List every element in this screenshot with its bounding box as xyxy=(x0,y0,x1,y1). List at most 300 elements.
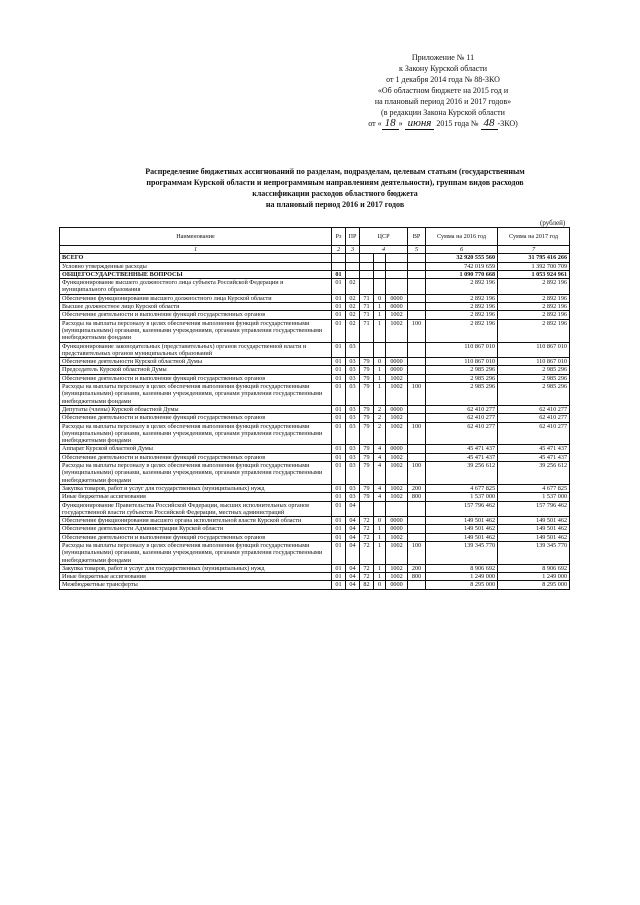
cell-sum-2016: 149 501 462 xyxy=(426,533,498,541)
cell-sum-2016: 2 985 296 xyxy=(426,383,498,406)
cell-vr xyxy=(408,533,426,541)
header-csr: ЦСР xyxy=(360,228,408,246)
cell-vr xyxy=(408,414,426,422)
cell-csr-direction: 0000 xyxy=(386,517,408,525)
cell-rz: 01 xyxy=(332,270,346,278)
table-row xyxy=(60,383,570,406)
cell-csr-direction: 1002 xyxy=(386,484,408,492)
cell-pr: 03 xyxy=(346,422,360,445)
appendix-header xyxy=(338,52,548,129)
cell-csr-program xyxy=(360,279,374,295)
cell-pr: 03 xyxy=(346,383,360,406)
cell-sum-2017: 62 410 277 xyxy=(498,405,570,413)
cell-name: ОБЩЕГОСУДАРСТВЕННЫЕ ВОПРОСЫ xyxy=(60,270,332,278)
cell-csr-direction: 1002 xyxy=(386,462,408,485)
cell-vr xyxy=(408,303,426,311)
cell-sum-2016: 8 906 692 xyxy=(426,564,498,572)
cell-csr-program: 79 xyxy=(360,358,374,366)
document-title xyxy=(100,166,570,210)
cell-sum-2017: 149 501 462 xyxy=(498,517,570,525)
cell-csr-direction: 1002 xyxy=(386,414,408,422)
cell-csr-subprogram: 4 xyxy=(374,462,386,485)
cell-csr-program: 72 xyxy=(360,564,374,572)
cell-csr-program: 71 xyxy=(360,303,374,311)
cell-csr-program xyxy=(360,254,374,262)
appendix-line: Приложение № 11 xyxy=(411,53,475,62)
table-row xyxy=(60,541,570,564)
cell-csr-subprogram: 1 xyxy=(374,541,386,564)
cell-rz: 01 xyxy=(332,462,346,485)
table-row xyxy=(60,294,570,302)
cell-name: Обеспечение деятельности и выполнение функций государственных органов xyxy=(60,533,332,541)
cell-csr-subprogram xyxy=(374,254,386,262)
cell-csr-subprogram: 1 xyxy=(374,525,386,533)
cell-sum-2017: 1 053 924 961 xyxy=(498,270,570,278)
cell-csr-direction xyxy=(386,262,408,270)
cell-csr-subprogram: 1 xyxy=(374,319,386,342)
cell-pr: 04 xyxy=(346,573,360,581)
cell-vr xyxy=(408,445,426,453)
cell-pr xyxy=(346,262,360,270)
cell-vr xyxy=(408,525,426,533)
cell-name: Закупка товаров, работ и услуг для государственных (муниципальных) нужд xyxy=(60,484,332,492)
cell-name: Расходы на выплаты персоналу в целях обеспечения выполнения функций государственными (муниципальными) органами, казенными учреждениями, органами управления государственными внебюджетными фондами xyxy=(60,541,332,564)
cell-sum-2017: 1 537 000 xyxy=(498,493,570,501)
cell-name: Иные бюджетные ассигнования xyxy=(60,493,332,501)
cell-csr-subprogram: 4 xyxy=(374,484,386,492)
cell-pr: 02 xyxy=(346,303,360,311)
cell-pr: 03 xyxy=(346,366,360,374)
header-pr: ПР xyxy=(346,228,360,246)
title-line: классификации расходов областного бюджета xyxy=(252,189,418,198)
cell-csr-program: 71 xyxy=(360,294,374,302)
cell-name: Обеспечение деятельности и выполнение функций государственных органов xyxy=(60,374,332,382)
cell-pr: 04 xyxy=(346,581,360,589)
cell-sum-2016: 2 892 196 xyxy=(426,303,498,311)
cell-csr-direction xyxy=(386,270,408,278)
cell-rz: 01 xyxy=(332,573,346,581)
appendix-line: «Об областном бюджете на 2015 год и xyxy=(377,86,509,95)
cell-csr-direction: 1002 xyxy=(386,422,408,445)
handwritten-day: 18 xyxy=(382,117,399,130)
column-number: 1 xyxy=(60,246,332,254)
cell-sum-2016: 110 867 010 xyxy=(426,358,498,366)
cell-csr-program: 72 xyxy=(360,533,374,541)
cell-rz: 01 xyxy=(332,414,346,422)
appendix-line: на плановый период 2016 и 2017 годов» xyxy=(374,97,512,106)
budget-table xyxy=(59,227,570,590)
cell-csr-subprogram: 1 xyxy=(374,533,386,541)
cell-rz: 01 xyxy=(332,501,346,517)
cell-vr: 100 xyxy=(408,383,426,406)
cell-vr xyxy=(408,279,426,295)
cell-name: Иные бюджетные ассигнования xyxy=(60,573,332,581)
cell-csr-program: 79 xyxy=(360,453,374,461)
cell-csr-subprogram: 1 xyxy=(374,573,386,581)
cell-sum-2017: 110 867 010 xyxy=(498,342,570,358)
table-row xyxy=(60,525,570,533)
title-line: Распределение бюджетных ассигнований по разделам, подразделам, целевым статьям (государственным xyxy=(145,167,525,176)
cell-pr: 03 xyxy=(346,453,360,461)
cell-name: Функционирование Правительства Российской Федерации, высших исполнительных органов государственной власти субъектов Российской Федерации, местных администраций xyxy=(60,501,332,517)
cell-sum-2016: 149 501 462 xyxy=(426,517,498,525)
cell-name: Депутаты (члены) Курской областной Думы xyxy=(60,405,332,413)
cell-sum-2016: 1 537 000 xyxy=(426,493,498,501)
cell-sum-2016: 2 985 296 xyxy=(426,374,498,382)
cell-csr-program: 71 xyxy=(360,311,374,319)
cell-csr-program: 79 xyxy=(360,405,374,413)
cell-name: Аппарат Курской областной Думы xyxy=(60,445,332,453)
cell-sum-2016: 2 892 196 xyxy=(426,294,498,302)
cell-name: Функционирование высшего должностного лица субъекта Российской Федерации и муниципального образования xyxy=(60,279,332,295)
cell-csr-program xyxy=(360,262,374,270)
header-sum-2016: Сумма на 2016 год xyxy=(426,228,498,246)
table-row xyxy=(60,254,570,262)
cell-vr: 100 xyxy=(408,462,426,485)
cell-rz: 01 xyxy=(332,517,346,525)
cell-csr-direction: 0000 xyxy=(386,525,408,533)
cell-sum-2016: 8 295 000 xyxy=(426,581,498,589)
cell-name: ВСЕГО xyxy=(60,254,332,262)
table-row xyxy=(60,493,570,501)
cell-rz: 01 xyxy=(332,564,346,572)
column-number-row xyxy=(60,246,570,254)
cell-pr: 03 xyxy=(346,374,360,382)
cell-rz: 01 xyxy=(332,581,346,589)
cell-csr-program: 79 xyxy=(360,493,374,501)
cell-sum-2016: 45 471 437 xyxy=(426,453,498,461)
table-row xyxy=(60,279,570,295)
appendix-line: к Закону Курской области xyxy=(399,64,487,73)
table-row xyxy=(60,342,570,358)
cell-rz: 01 xyxy=(332,366,346,374)
cell-csr-subprogram: 2 xyxy=(374,414,386,422)
cell-pr: 04 xyxy=(346,525,360,533)
cell-csr-subprogram: 0 xyxy=(374,358,386,366)
cell-csr-subprogram: 2 xyxy=(374,405,386,413)
cell-sum-2017: 149 501 462 xyxy=(498,533,570,541)
cell-sum-2017: 2 985 296 xyxy=(498,366,570,374)
cell-pr: 03 xyxy=(346,405,360,413)
cell-csr-program: 82 xyxy=(360,581,374,589)
cell-pr: 03 xyxy=(346,445,360,453)
table-row xyxy=(60,358,570,366)
column-number: 6 xyxy=(426,246,498,254)
cell-vr xyxy=(408,581,426,589)
cell-csr-program xyxy=(360,501,374,517)
column-number: 2 xyxy=(332,246,346,254)
cell-csr-direction xyxy=(386,254,408,262)
cell-sum-2016: 110 867 010 xyxy=(426,342,498,358)
cell-name: Функционирование законодательных (представительных) органов государственной власти и представительных органов муниципальных образований xyxy=(60,342,332,358)
cell-vr xyxy=(408,374,426,382)
column-number: 5 xyxy=(408,246,426,254)
cell-csr-subprogram: 0 xyxy=(374,517,386,525)
cell-csr-subprogram: 1 xyxy=(374,303,386,311)
cell-sum-2016: 157 796 462 xyxy=(426,501,498,517)
table-row xyxy=(60,262,570,270)
cell-csr-direction: 0000 xyxy=(386,358,408,366)
cell-pr: 03 xyxy=(346,358,360,366)
cell-csr-direction xyxy=(386,501,408,517)
cell-csr-direction: 0000 xyxy=(386,294,408,302)
cell-sum-2017: 39 256 612 xyxy=(498,462,570,485)
cell-rz: 01 xyxy=(332,533,346,541)
cell-sum-2016: 62 410 277 xyxy=(426,422,498,445)
cell-csr-program: 79 xyxy=(360,422,374,445)
cell-vr xyxy=(408,453,426,461)
cell-sum-2017: 2 892 196 xyxy=(498,303,570,311)
cell-rz: 01 xyxy=(332,422,346,445)
table-row xyxy=(60,445,570,453)
cell-rz: 01 xyxy=(332,383,346,406)
cell-vr: 200 xyxy=(408,484,426,492)
cell-csr-direction: 0000 xyxy=(386,303,408,311)
cell-rz: 01 xyxy=(332,311,346,319)
table-row xyxy=(60,311,570,319)
cell-csr-subprogram: 1 xyxy=(374,366,386,374)
cell-rz: 01 xyxy=(332,453,346,461)
cell-sum-2017: 62 410 277 xyxy=(498,414,570,422)
cell-name: Межбюджетные трансферты xyxy=(60,581,332,589)
cell-vr xyxy=(408,366,426,374)
cell-pr: 03 xyxy=(346,493,360,501)
cell-name: Обеспечение деятельности и выполнение функций государственных органов xyxy=(60,311,332,319)
cell-name: Расходы на выплаты персоналу в целях обеспечения выполнения функций государственными (муниципальными) органами, казенными учреждениями, органами управления государственными внебюджетными фондами xyxy=(60,462,332,485)
date-year: 2015 года № xyxy=(436,119,479,128)
cell-pr xyxy=(346,270,360,278)
cell-csr-direction: 0000 xyxy=(386,581,408,589)
cell-csr-direction: 1002 xyxy=(386,453,408,461)
cell-csr-subprogram: 0 xyxy=(374,581,386,589)
column-number: 3 xyxy=(346,246,360,254)
date-quote: » xyxy=(398,119,403,128)
cell-name: Обеспечение деятельности Администрации Курской области xyxy=(60,525,332,533)
cell-csr-direction: 0000 xyxy=(386,366,408,374)
cell-csr-subprogram: 4 xyxy=(374,453,386,461)
cell-sum-2017: 1 392 700 709 xyxy=(498,262,570,270)
cell-pr: 04 xyxy=(346,533,360,541)
cell-csr-program xyxy=(360,270,374,278)
cell-sum-2016: 1 249 000 xyxy=(426,573,498,581)
cell-csr-direction: 1002 xyxy=(386,493,408,501)
cell-sum-2016: 2 892 196 xyxy=(426,311,498,319)
cell-name: Условно утвержденные расходы xyxy=(60,262,332,270)
header-name: Наименование xyxy=(60,228,332,246)
cell-csr-direction: 0000 xyxy=(386,405,408,413)
cell-sum-2017: 62 410 277 xyxy=(498,422,570,445)
cell-pr: 04 xyxy=(346,564,360,572)
table-row xyxy=(60,573,570,581)
column-number: 4 xyxy=(360,246,408,254)
cell-sum-2016: 2 985 296 xyxy=(426,366,498,374)
cell-vr: 100 xyxy=(408,541,426,564)
cell-csr-subprogram xyxy=(374,279,386,295)
cell-name: Председатель Курской областной Думы xyxy=(60,366,332,374)
cell-rz xyxy=(332,262,346,270)
cell-vr: 800 xyxy=(408,573,426,581)
cell-rz: 01 xyxy=(332,319,346,342)
cell-pr: 02 xyxy=(346,294,360,302)
cell-csr-subprogram xyxy=(374,501,386,517)
table-row xyxy=(60,374,570,382)
table-row xyxy=(60,366,570,374)
table-row xyxy=(60,533,570,541)
cell-sum-2016: 1 090 770 668 xyxy=(426,270,498,278)
cell-pr: 03 xyxy=(346,484,360,492)
cell-pr: 04 xyxy=(346,501,360,517)
cell-sum-2017: 149 501 462 xyxy=(498,525,570,533)
cell-sum-2017: 139 345 770 xyxy=(498,541,570,564)
cell-csr-direction: 1002 xyxy=(386,541,408,564)
cell-csr-direction: 1002 xyxy=(386,564,408,572)
table-row xyxy=(60,564,570,572)
cell-vr xyxy=(408,270,426,278)
cell-sum-2017: 4 677 825 xyxy=(498,484,570,492)
cell-name: Расходы на выплаты персоналу в целях обеспечения выполнения функций государственными (муниципальными) органами, казенными учреждениями, органами управления государственными внебюджетными фондами xyxy=(60,422,332,445)
table-row xyxy=(60,484,570,492)
cell-rz: 01 xyxy=(332,525,346,533)
cell-rz: 01 xyxy=(332,484,346,492)
cell-rz xyxy=(332,254,346,262)
cell-sum-2016: 62 410 277 xyxy=(426,414,498,422)
cell-sum-2016: 39 256 612 xyxy=(426,462,498,485)
cell-rz: 01 xyxy=(332,358,346,366)
cell-rz: 01 xyxy=(332,303,346,311)
cell-pr: 02 xyxy=(346,311,360,319)
cell-csr-subprogram: 1 xyxy=(374,564,386,572)
cell-csr-direction xyxy=(386,279,408,295)
appendix-line: (в редакции Закона Курской области xyxy=(381,108,505,117)
header-vr: ВР xyxy=(408,228,426,246)
table-row xyxy=(60,501,570,517)
cell-vr xyxy=(408,311,426,319)
cell-name: Обеспечение деятельности и выполнение функций государственных органов xyxy=(60,453,332,461)
cell-vr xyxy=(408,342,426,358)
header-sum-2017: Сумма на 2017 год xyxy=(498,228,570,246)
cell-csr-subprogram: 1 xyxy=(374,383,386,406)
cell-name: Обеспечение деятельности Курской областной Думы xyxy=(60,358,332,366)
table-row xyxy=(60,517,570,525)
appendix-line: от 1 декабря 2014 года № 88-ЗКО xyxy=(386,75,500,84)
law-suffix: -ЗКО) xyxy=(497,119,518,128)
cell-csr-direction: 1002 xyxy=(386,533,408,541)
cell-vr: 100 xyxy=(408,319,426,342)
cell-vr xyxy=(408,358,426,366)
cell-vr xyxy=(408,262,426,270)
cell-csr-subprogram: 1 xyxy=(374,374,386,382)
table-row xyxy=(60,581,570,589)
cell-name: Обеспечение деятельности и выполнение функций государственных органов xyxy=(60,414,332,422)
cell-rz: 01 xyxy=(332,445,346,453)
table-row xyxy=(60,422,570,445)
cell-rz: 01 xyxy=(332,541,346,564)
cell-name: Обеспечение функционирования высшего органа исполнительной власти Курской области xyxy=(60,517,332,525)
table-row xyxy=(60,453,570,461)
cell-sum-2017: 1 249 000 xyxy=(498,573,570,581)
units-label: (рублей) xyxy=(540,219,566,227)
cell-sum-2016: 45 471 437 xyxy=(426,445,498,453)
cell-rz: 01 xyxy=(332,374,346,382)
cell-csr-program xyxy=(360,342,374,358)
cell-csr-program: 79 xyxy=(360,445,374,453)
table-row xyxy=(60,319,570,342)
cell-vr: 100 xyxy=(408,422,426,445)
table-row xyxy=(60,462,570,485)
column-number: 7 xyxy=(498,246,570,254)
cell-pr: 02 xyxy=(346,279,360,295)
cell-sum-2016: 742 019 659 xyxy=(426,262,498,270)
cell-csr-direction: 1002 xyxy=(386,383,408,406)
cell-vr: 200 xyxy=(408,564,426,572)
cell-sum-2016: 32 920 555 560 xyxy=(426,254,498,262)
cell-csr-program: 79 xyxy=(360,462,374,485)
cell-csr-direction: 1002 xyxy=(386,374,408,382)
cell-sum-2017: 2 985 296 xyxy=(498,383,570,406)
cell-vr xyxy=(408,254,426,262)
title-line: программам Курской области и непрограммным направлениям деятельности), группам видов расходов xyxy=(146,178,524,187)
title-line: на плановый период 2016 и 2017 годов xyxy=(265,200,405,209)
cell-vr xyxy=(408,294,426,302)
cell-rz: 01 xyxy=(332,493,346,501)
cell-pr: 03 xyxy=(346,462,360,485)
cell-csr-program: 79 xyxy=(360,484,374,492)
cell-name: Высшее должностное лицо Курской области xyxy=(60,303,332,311)
cell-pr: 02 xyxy=(346,319,360,342)
cell-sum-2016: 139 345 770 xyxy=(426,541,498,564)
cell-sum-2017: 45 471 437 xyxy=(498,445,570,453)
cell-name: Расходы на выплаты персоналу в целях обеспечения выполнения функций государственными (муниципальными) органами, казенными учреждениями, органами управления государственными внебюджетными фондами xyxy=(60,383,332,406)
cell-csr-subprogram xyxy=(374,262,386,270)
date-prefix: от « xyxy=(368,119,382,128)
handwritten-month: июня xyxy=(405,117,435,130)
cell-csr-program: 79 xyxy=(360,414,374,422)
cell-csr-program: 71 xyxy=(360,319,374,342)
cell-sum-2016: 2 892 196 xyxy=(426,319,498,342)
cell-csr-direction: 0000 xyxy=(386,445,408,453)
cell-sum-2017: 2 892 196 xyxy=(498,311,570,319)
cell-csr-program: 72 xyxy=(360,517,374,525)
cell-sum-2017: 157 796 462 xyxy=(498,501,570,517)
cell-name: Закупка товаров, работ и услуг для государственных (муниципальных) нужд xyxy=(60,564,332,572)
cell-sum-2017: 2 892 196 xyxy=(498,279,570,295)
cell-name: Расходы на выплаты персоналу в целях обеспечения выполнения функций государственными (муниципальными) органами, казенными учреждениями, органами управления государственными внебюджетными фондами xyxy=(60,319,332,342)
table-row xyxy=(60,405,570,413)
cell-pr: 03 xyxy=(346,342,360,358)
cell-csr-direction: 1002 xyxy=(386,311,408,319)
cell-sum-2017: 2 892 196 xyxy=(498,319,570,342)
cell-csr-program: 79 xyxy=(360,374,374,382)
cell-sum-2017: 2 892 196 xyxy=(498,294,570,302)
cell-sum-2017: 8 906 692 xyxy=(498,564,570,572)
header-rz: Рз xyxy=(332,228,346,246)
cell-vr xyxy=(408,405,426,413)
cell-csr-program: 72 xyxy=(360,541,374,564)
cell-csr-direction: 1002 xyxy=(386,319,408,342)
cell-vr xyxy=(408,501,426,517)
cell-pr: 03 xyxy=(346,414,360,422)
table-row xyxy=(60,270,570,278)
cell-rz: 01 xyxy=(332,279,346,295)
cell-sum-2017: 8 295 000 xyxy=(498,581,570,589)
cell-sum-2016: 4 677 825 xyxy=(426,484,498,492)
cell-sum-2017: 2 985 296 xyxy=(498,374,570,382)
cell-csr-subprogram: 1 xyxy=(374,311,386,319)
cell-pr xyxy=(346,254,360,262)
cell-pr: 04 xyxy=(346,541,360,564)
cell-rz: 01 xyxy=(332,405,346,413)
cell-csr-program: 72 xyxy=(360,573,374,581)
